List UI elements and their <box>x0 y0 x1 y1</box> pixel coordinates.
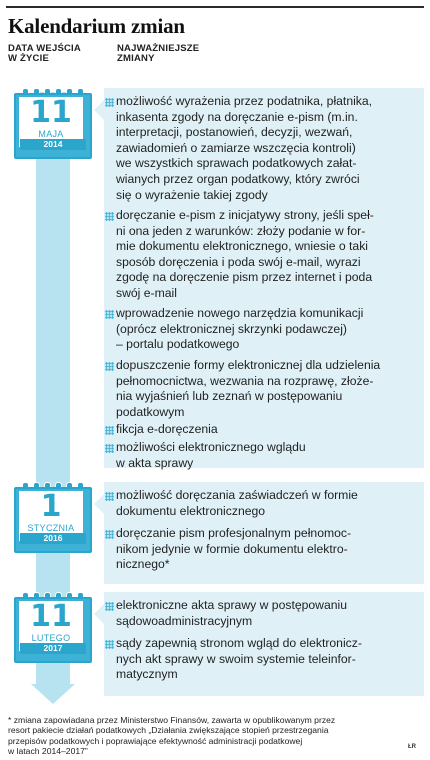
badge-day: 1 <box>40 489 62 524</box>
list-item: możliwość doręczania zaświadczeń w formie dokumentu elektronicznego <box>116 488 416 519</box>
date-badge-2014 <box>14 88 92 158</box>
grid-bullet-icon <box>105 444 114 453</box>
list-item: wprowadzenie nowego narzędzia komunikacji (oprócz elektronicznej skrzynki podawczej) – portalu podatkowego <box>116 306 416 353</box>
changes-panel-2014 <box>104 88 424 468</box>
grid-bullet-icon <box>105 530 114 539</box>
changes-panel-2016 <box>104 482 424 584</box>
grid-bullet-icon <box>105 212 114 221</box>
badge-year: 2016 <box>20 533 86 544</box>
changes-panel-2017 <box>104 592 424 696</box>
badge-year: 2014 <box>20 139 86 150</box>
panel-pointer <box>94 100 104 120</box>
list-item: możliwości elektronicznego wglądu w akta sprawy <box>116 440 416 471</box>
date-badge-2016 <box>14 482 92 552</box>
list-item: doręczanie e-pism z inicjatywy strony, jeśli speł- ni ona jeden z warunków: złoży podanie w for- mie dokumentu elektronicznego, wniesie o taki sposób doręczenia i poda swój e-mail, wyrazi zgodę na doręczenie pism przez internet i poda swój e-mail <box>116 208 416 302</box>
grid-bullet-icon <box>105 98 114 107</box>
grid-bullet-icon <box>105 602 114 611</box>
list-item: doręczanie pism profesjonalnym pełnomoc- nikom jedynie w formie dokumentu elektro- nicznego* <box>116 526 416 573</box>
grid-bullet-icon <box>105 426 114 435</box>
badge-month: LUTEGO <box>31 633 71 643</box>
list-item: możliwość wyrażenia przez podatnika, płatnika, inkasenta zgody na doręczanie e-pism (m.in. interpretacji, postanowień, decyzji, wezwań, zawiadomień o zamiarze wszczęcia kontroli) we wszystkich sprawach podatkowych załat- wianych przez organ podatkowy, który zwróci się o wyrażenie takiej zgody <box>116 94 416 203</box>
panel-pointer <box>94 494 104 514</box>
panel-pointer <box>94 604 104 624</box>
footnote: * zmiana zapowiadana przez Ministerstwo Finansów, zawarta w opublikowanym przez resort pakiecie działań podatkowych „Działania zwiększające stopień przestrzegania przepisów podatkowych i poprawiające efektywność administracji podatkowej w latach 2014–2017” <box>8 715 336 756</box>
column-header-date: DATA WEJŚCIA W ŻYCIE <box>8 43 81 64</box>
top-rule <box>6 6 424 8</box>
column-header-changes: NAJWAŻNIEJSZE ZMIANY <box>117 43 200 64</box>
badge-day: 11 <box>30 95 72 130</box>
badge-year: 2017 <box>20 643 86 654</box>
grid-bullet-icon <box>105 492 114 501</box>
page-title: Kalendarium zmian <box>8 14 185 38</box>
grid-bullet-icon <box>105 362 114 371</box>
grid-bullet-icon <box>105 640 114 649</box>
list-item: elektroniczne akta sprawy w postępowaniu sądowoadministracyjnym <box>116 598 416 629</box>
author-credit: ŁR <box>408 744 416 750</box>
badge-month: MAJA <box>38 129 64 139</box>
badge-month: STYCZNIA <box>27 523 75 533</box>
timeline-arrow-icon <box>31 684 75 704</box>
date-badge-2017 <box>14 592 92 662</box>
list-item: fikcja e-doręczenia <box>116 422 416 438</box>
badge-day: 11 <box>30 599 72 634</box>
list-item: sądy zapewnią stronom wgląd do elektronicz- nych akt sprawy w swoim systemie teleinfor- matycznym <box>116 636 416 683</box>
list-item: dopuszczenie formy elektronicznej dla udzielenia pełnomocnictwa, wezwania na rozprawę, złoże- nia wyjaśnień lub zeznań w postępowaniu podatkowym <box>116 358 416 420</box>
grid-bullet-icon <box>105 310 114 319</box>
